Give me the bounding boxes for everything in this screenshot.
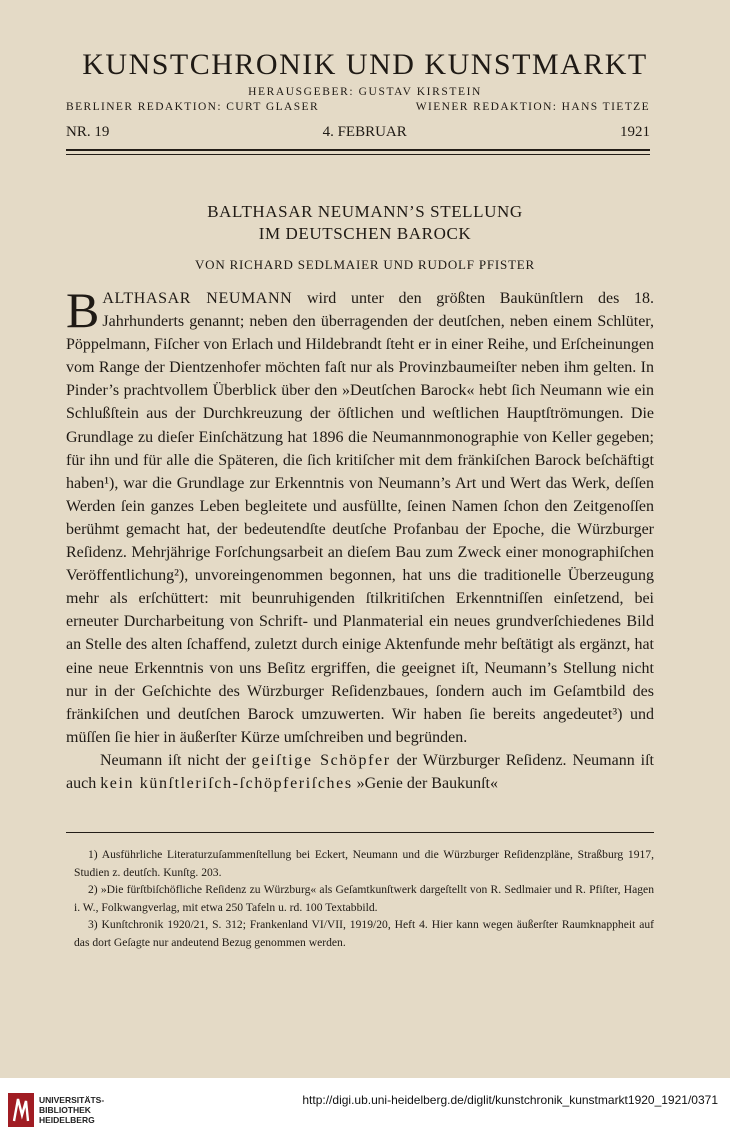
editor-berlin: BERLINER REDAKTION: CURT GLASER [66,101,320,113]
footnote-3: 3) Kunſtchronik 1920/21, S. 312; Frankenland VI/VII, 1919/20, Heft 4. Hier kann wegen äußerſter Raumknappheit auf das dort Geſagte nur andeutend Bezug genommen werden. [74,918,654,949]
heidelberg-library-logo-icon [8,1093,34,1127]
lead-caps: ALTHASAR NEUMANN [102,290,293,307]
publisher-line: HERAUSGEBER: GUSTAV KIRSTEIN [248,86,482,98]
paragraph-2-text-b: der Würzburger Reſidenz. Neumann iſt auch [66,751,654,792]
footnote-2: 2) »Die fürſtbiſchöfliche Reſidenz zu Würzburg« als Geſamtkunſtwerk dargeſtellt von R. Sedlmaier und R. Pfiſter, Hagen i. W., Folkwangverlag, mit etwa 250 Tafeln u. rd. 100 Textabbild. [74,883,654,914]
journal-title: KUNSTCHRONIK UND KUNSTMARKT [82,48,648,81]
masthead-rule-thick [66,149,650,151]
paragraph-2 [66,749,654,795]
issue-year: 1921 [620,124,650,140]
article-title-line2: IM DEUTSCHEN BAROCK [258,224,472,243]
editor-vienna: WIENER REDAKTION: HANS TIETZE [415,101,650,113]
library-name-line1: UNIVERSITÄTS- [39,1095,105,1105]
library-footer [0,1078,730,1138]
footnote-rule [66,832,654,833]
paragraph-2-emphasis-1: geiſtige Schöpfer [251,751,391,769]
article-authors: VON RICHARD SEDLMAIER UND RUDOLF PFISTER [194,257,536,272]
issue-row [66,124,650,141]
footnotes [74,846,654,952]
editors-line [66,101,650,113]
paragraph-2-text-a: Neumann iſt nicht der [100,751,252,769]
paragraph-1-text: wird unter den größten Baukünſtlern des 18. Jahrhunderts genannt; neben den überragenden der deutſchen, neben einem Schlüter, Pöppelmann, Fiſcher von Erlach und Hildebrandt ſteht er in einer Reihe, und Erſcheinungen vom Range der Dientzenhofer möchten faſt nur als Provinzbaumeiſter neben ihm gelten. In Pinder’s prachtvollem Überblick über den »Deutſchen Barock« hebt ſich Neumann wie ein Schlußſtein aus der Durchkreuzung der öſtlichen und weſtlichen Hauptſtrömungen. Die Grundlage zu dieſer Einſchätzung hat 1896 die Neumannmonographie von Keller gegeben; für ihn und für alle die Späteren, die ſich kritiſcher mit dem fränkiſchen Barock beſchäftigt haben¹), war die Grundlage zur Erkenntnis von Neumann’s Art und Wert das Werk, deſſen Werden ſein ganzes Leben begleitete und ausfüllte, ſeinen Namen ſchon den Zeitgenoſſen berühmt gemacht hat, der bedeutendſte deutſche Profanbau der Epoche, die Würzburger Reſidenz. Mehrjährige Forſchungsarbeit an dieſem Bau zum Zweck einer monographiſchen Veröffentlichung²), unvoreingenommen begonnen, hat uns die traditionelle Überzeugung mehr als erſchüttert: mit beunruhigenden ſtilkritiſchen Erkenntniſſen einſetzend, bei erneuter Durcharbeitung von Schrift- und Planmaterial ein neues grundverſchiedenes Bild an Stelle des alten ſchaffend, zuletzt durch einige Aktenfunde mehr beſtätigt als ergänzt, hat eine neue Erkenntnis von uns Beſitz ergriffen, die geeignet iſt, Neumann’s Stellung nicht nur in der Geſchichte des Würzburger Reſidenzbaues, ſondern auch im Geſamtbild des fränkiſchen und deutſchen Barock umzuwerten. Wir haben ſie bereits angedeutet³) und müſſen ſie hier in äußerſter Kürze umſchreiben und begründen. [66,290,655,746]
footnote-1: 1) Ausführliche Literaturzuſammenſtellung bei Eckert, Neumann und die Würzburger Reſidenzpläne, Straßburg 1917, Studien z. deutſch. Kunſtg. 203. [74,848,654,879]
library-name-line3: HEIDELBERG [39,1115,95,1125]
article-title-line1: BALTHASAR NEUMANN’S STELLUNG [207,202,523,221]
paragraph-2-text-c: »Genie der Baukunſt« [352,774,498,792]
source-url-link[interactable]: http://digi.ub.uni-heidelberg.de/diglit/kunstchronik_kunstmarkt1920_1921/0371 [302,1093,718,1107]
dropcap: B [66,282,100,338]
article-body [66,282,655,795]
issue-number: NR. 19 [66,124,110,140]
library-name-line2: BIBLIOTHEK [39,1105,91,1115]
library-name [39,1095,104,1125]
issue-date: 4. FEBRUAR [322,124,407,140]
paragraph-2-emphasis-2: kein künſtleriſch-ſchöpferiſches [100,774,353,792]
masthead-rule-thin [66,154,650,155]
paragraph-1 [66,282,655,749]
